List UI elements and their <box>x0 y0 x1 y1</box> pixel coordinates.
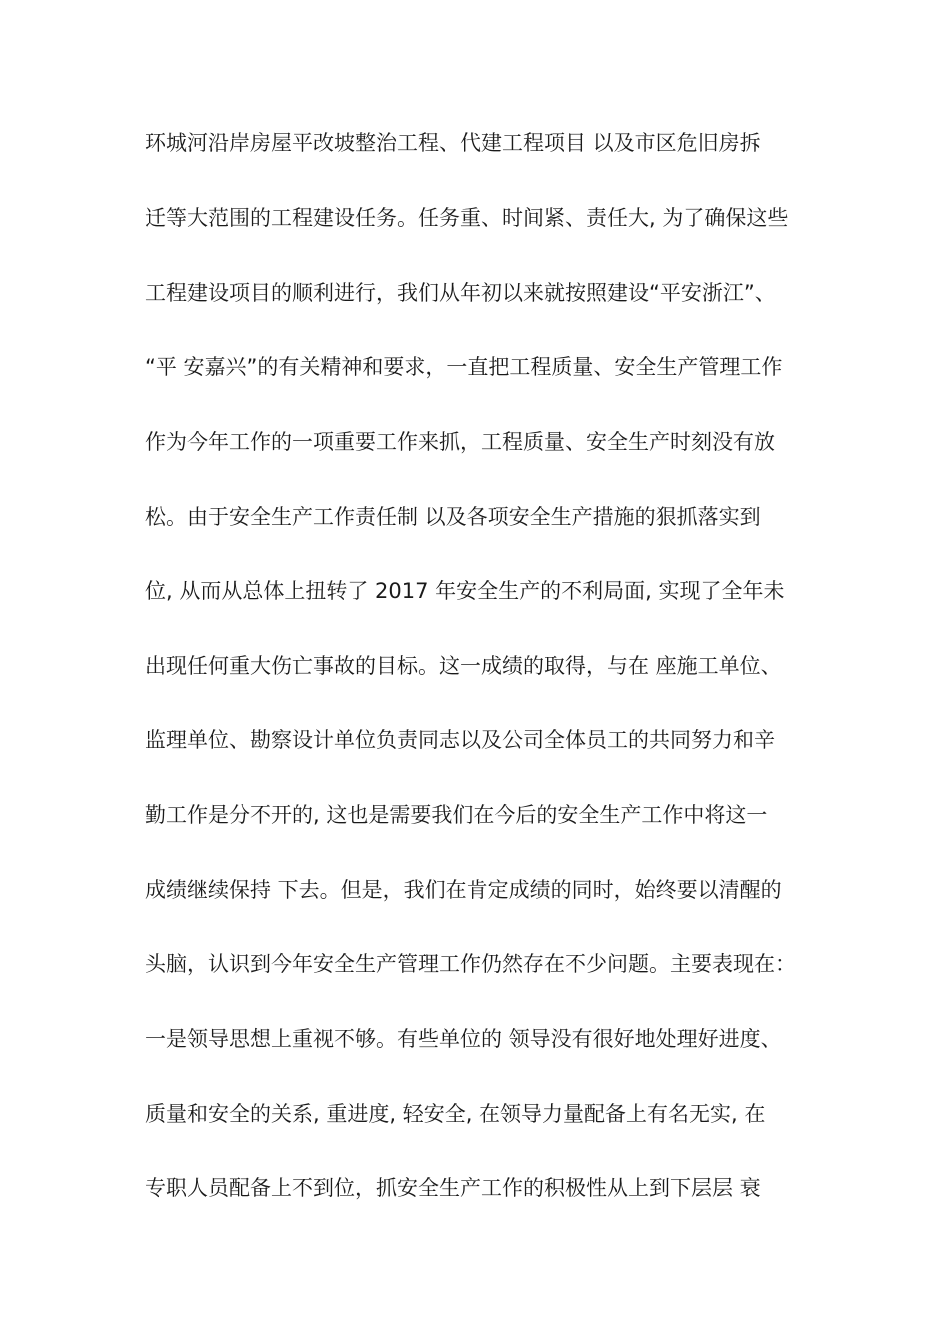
text-line: 出现任何重大伤亡事故的目标。这一成绩的取得，与在 座施工单位、 <box>145 654 782 678</box>
text-line: 作为今年工作的一项重要工作来抓，工程质量、安全生产时刻没有放 <box>145 430 775 454</box>
text-line: “平 安嘉兴”的有关精神和要求，一直把工程质量、安全生产管理工作 <box>145 355 783 379</box>
text-line: 位, 从而从总体上扭转了 2017 年安全生产的不利局面, 实现了全年未 <box>145 579 785 603</box>
text-line: 质量和安全的关系, 重进度, 轻安全, 在领导力量配备上有名无实, 在 <box>145 1102 766 1126</box>
text-line: 勤工作是分不开的, 这也是需要我们在今后的安全生产工作中将这一 <box>145 803 768 827</box>
text-line: 一是领导思想上重视不够。有些单位的 领导没有很好地处理好进度、 <box>145 1027 782 1051</box>
text-line: 环城河沿岸房屋平改坡整治工程、代建工程项目 以及市区危旧房拆 <box>145 131 761 155</box>
text-line: 监理单位、勘察设计单位负责同志以及公司全体员工的共同努力和辛 <box>145 728 775 752</box>
text-line: 专职人员配备上不到位，抓安全生产工作的积极性从上到下层层 衰 <box>145 1176 761 1200</box>
text-line: 成绩继续保持 下去。但是，我们在肯定成绩的同时，始终要以清醒的 <box>145 878 782 902</box>
text-line: 头脑，认识到今年安全生产管理工作仍然存在不少问题。主要表现在： <box>145 952 796 976</box>
text-line: 工程建设项目的顺利进行，我们从年初以来就按照建设“平安浙江”、 <box>145 281 776 305</box>
text-line: 松。由于安全生产工作责任制 以及各项安全生产措施的狠抓落实到 <box>145 505 761 529</box>
text-line: 迁等大范围的工程建设任务。任务重、时间紧、责任大, 为了确保这些 <box>145 206 789 230</box>
